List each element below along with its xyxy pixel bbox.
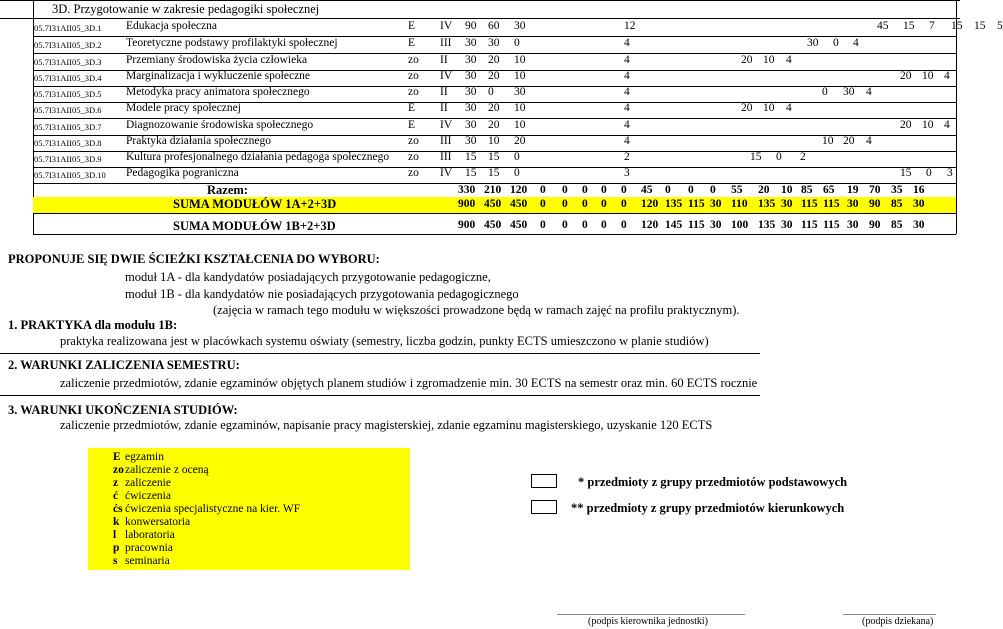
semester: II — [440, 54, 448, 66]
form-of-credit: zo — [408, 86, 419, 98]
sum-cell: 0 — [621, 198, 627, 210]
hours-cell: 30 — [465, 37, 477, 49]
semester-hours-cell: 0 — [833, 37, 839, 49]
semester-hours-cell: 4 — [944, 70, 950, 82]
sum-cell: 135 — [758, 219, 776, 231]
semester-hours-cell: 10 — [822, 135, 834, 147]
semester: IV — [440, 20, 453, 32]
semester-hours-cell: 10 — [763, 102, 775, 114]
legend-key: ćs — [113, 503, 123, 515]
hours-cell: 20 — [488, 119, 500, 131]
legend-key: zo — [113, 464, 124, 476]
hours-cell: 15 — [465, 167, 477, 179]
course-code: 05.7I31AII05_3D.1 — [34, 23, 102, 33]
dean-signature-label: (podpis dziekana) — [862, 616, 934, 627]
ects-cell: 2 — [624, 151, 630, 163]
sum-cell: 0 — [621, 184, 627, 196]
semester-hours-cell: 15 — [951, 20, 963, 32]
legend-value: egzamin — [125, 451, 164, 463]
hours-cell: 15 — [488, 167, 500, 179]
course-code: 05.7I31AII05_3D.7 — [34, 122, 102, 132]
sum-cell: 450 — [484, 219, 502, 231]
legend-key: E — [113, 451, 121, 463]
sum-cell: 450 — [484, 198, 502, 210]
sum-cell: 0 — [562, 219, 568, 231]
ects-cell: 12 — [624, 20, 636, 32]
section-title: 3D. Przygotowanie w zakresie pedagogiki społecznej — [52, 2, 320, 16]
hours-cell: 60 — [488, 20, 500, 32]
semester-hours-cell: 4 — [866, 86, 872, 98]
sum-cell: 30 — [710, 198, 722, 210]
hours-cell: 30 — [514, 86, 526, 98]
dean-signature-line — [843, 614, 936, 615]
legend-value: laboratoria — [125, 529, 175, 541]
sum-cell: 0 — [621, 219, 627, 231]
form-of-credit: zo — [408, 135, 419, 147]
semester-hours-cell: 4 — [944, 119, 950, 131]
semester: IV — [440, 167, 453, 179]
sum-cell: 330 — [458, 184, 476, 196]
semester-hours-cell: 20 — [900, 70, 912, 82]
sum-cell: 0 — [540, 198, 546, 210]
sum-cell: 0 — [601, 184, 607, 196]
sum-cell: 70 — [869, 184, 881, 196]
basic-group-text: * przedmioty z grupy przedmiotów podstawowych — [578, 475, 848, 489]
sum-cell: 450 — [510, 219, 528, 231]
hours-cell: 30 — [465, 54, 477, 66]
hours-cell: 10 — [514, 119, 526, 131]
top-border — [0, 0, 960, 1]
course-code: 05.7I31AII05_3D.6 — [34, 105, 102, 115]
sum-cell: 19 — [847, 184, 859, 196]
form-of-credit: E — [408, 102, 416, 114]
ects-cell: 4 — [624, 70, 630, 82]
course-name: Przemiany środowiska życia człowieka — [126, 54, 308, 66]
sum-cell: 90 — [869, 198, 881, 210]
course-name: Modele pracy społecznej — [126, 102, 241, 114]
hours-cell: 30 — [465, 135, 477, 147]
completion-text: zaliczenie przedmiotów, zdanie egzaminów, napisanie pracy magisterskiej, zdanie egzaminu magisterskiego, uzyskanie 120 ECTS — [60, 418, 713, 432]
sum-cell: 120 — [641, 198, 659, 210]
sum-cell: 115 — [688, 198, 705, 210]
hours-cell: 10 — [514, 102, 526, 114]
sum-cell: 900 — [458, 219, 476, 231]
semester-hours-cell: 45 — [877, 20, 889, 32]
sum-cell: 110 — [731, 198, 748, 210]
ects-cell: 4 — [624, 102, 630, 114]
head-signature-label: (podpis kierownika jednostki) — [588, 616, 708, 627]
hours-cell: 15 — [488, 151, 500, 163]
semester-hours-cell: 4 — [786, 54, 792, 66]
sum-cell: 16 — [913, 184, 925, 196]
semester-hours-cell: 20 — [741, 102, 753, 114]
hours-cell: 30 — [465, 102, 477, 114]
legend-key: z — [113, 477, 119, 489]
directional-group-checkbox — [531, 500, 557, 514]
sum-cell: 35 — [891, 184, 903, 196]
semester-hours-cell: 15 — [903, 20, 915, 32]
course-code: 05.7I31AII05_3D.4 — [34, 73, 102, 83]
legend-key: s — [113, 555, 118, 567]
sum-cell: 45 — [641, 184, 653, 196]
semester: IV — [440, 70, 453, 82]
sum-cell: 0 — [562, 184, 568, 196]
hours-cell: 30 — [465, 70, 477, 82]
ects-cell: 4 — [624, 135, 630, 147]
form-of-credit: E — [408, 119, 416, 131]
semester-hours-cell: 10 — [763, 54, 775, 66]
semester-hours-cell: 15 — [900, 167, 912, 179]
module-1a-text: moduł 1A - dla kandydatów posiadających przygotowanie pedagogiczne, — [125, 270, 491, 284]
sum-cell: 135 — [665, 198, 683, 210]
sum-cell: 0 — [562, 198, 568, 210]
semester: III — [440, 37, 452, 49]
module-1b-note: (zajęcia w ramach tego modułu w większości prowadzone będą w ramach zajęć na profilu praktycznym). — [213, 303, 740, 317]
legend-key: p — [113, 542, 120, 554]
sum-cell: 55 — [731, 184, 743, 196]
divider-1 — [0, 353, 760, 354]
hours-cell: 0 — [514, 151, 520, 163]
semester: II — [440, 86, 448, 98]
suma-1b-label: SUMA MODUŁÓW 1B+2+3D — [173, 219, 336, 233]
course-name: Diagnozowanie środowiska społecznego — [126, 119, 314, 131]
razem-label: Razem: — [207, 183, 248, 197]
sum-cell: 0 — [601, 219, 607, 231]
semester-hours-cell: 3 — [947, 167, 953, 179]
sum-cell: 85 — [801, 184, 813, 196]
hours-cell: 30 — [488, 37, 500, 49]
sum-cell: 0 — [665, 184, 671, 196]
sum-cell: 0 — [688, 184, 694, 196]
hours-cell: 10 — [514, 70, 526, 82]
semester: II — [440, 102, 448, 114]
practice-heading: 1. PRAKTYKA dla modułu 1B: — [8, 318, 178, 332]
sum-cell: 100 — [731, 219, 749, 231]
course-name: Pedagogika pograniczna — [126, 167, 239, 179]
paths-heading: PROPONUJE SIĘ DWIE ŚCIEŻKI KSZTAŁCENIA DO WYBORU: — [8, 252, 380, 266]
suma-1a-label: SUMA MODUŁÓW 1A+2+3D — [173, 197, 337, 211]
semester: III — [440, 151, 452, 163]
suma-1a-rule — [33, 213, 956, 214]
sum-cell: 115 — [688, 219, 705, 231]
hours-cell: 90 — [465, 20, 477, 32]
semester-hours-cell: 30 — [843, 86, 855, 98]
form-of-credit: zo — [408, 167, 419, 179]
legend-value: pracownia — [125, 542, 173, 554]
directional-group-text: ** przedmioty z grupy przedmiotów kierunkowych — [571, 501, 845, 515]
hours-cell: 20 — [488, 70, 500, 82]
hours-cell: 0 — [488, 86, 494, 98]
sum-cell: 0 — [540, 219, 546, 231]
sum-cell: 0 — [601, 198, 607, 210]
course-code: 05.7I31AII05_3D.5 — [34, 89, 102, 99]
semester-hours-cell: 20 — [741, 54, 753, 66]
sum-cell: 30 — [913, 219, 925, 231]
course-code: 05.7I31AII05_3D.10 — [34, 170, 106, 180]
semester-hours-cell: 15 — [974, 20, 986, 32]
course-name: Marginalizacja i wykluczenie społeczne — [126, 70, 311, 82]
sum-cell: 210 — [484, 184, 502, 196]
semester-hours-cell: 5 — [997, 20, 1003, 32]
sum-cell: 85 — [891, 198, 903, 210]
sum-cell: 0 — [582, 219, 588, 231]
hours-cell: 10 — [488, 135, 500, 147]
ects-cell: 4 — [624, 119, 630, 131]
semester: IV — [440, 119, 453, 131]
sum-cell: 115 — [801, 198, 818, 210]
semester: III — [440, 135, 452, 147]
legend-key: k — [113, 516, 120, 528]
course-code: 05.7I31AII05_3D.8 — [34, 138, 102, 148]
sum-cell: 30 — [710, 219, 722, 231]
sum-cell: 0 — [540, 184, 546, 196]
sum-cell: 115 — [823, 198, 840, 210]
sum-cell: 30 — [781, 219, 793, 231]
course-code: 05.7I31AII05_3D.3 — [34, 57, 102, 67]
sum-cell: 0 — [582, 184, 588, 196]
form-of-credit: zo — [408, 54, 419, 66]
hours-cell: 15 — [465, 151, 477, 163]
course-code: 05.7I31AII05_3D.2 — [34, 40, 102, 50]
sum-cell: 30 — [913, 198, 925, 210]
sum-cell: 145 — [665, 219, 683, 231]
hours-cell: 10 — [514, 54, 526, 66]
semester-hours-cell: 30 — [807, 37, 819, 49]
sum-cell: 90 — [869, 219, 881, 231]
semester-hours-cell: 2 — [800, 151, 806, 163]
semester-hours-cell: 7 — [929, 20, 935, 32]
course-name: Metodyka pracy animatora społecznego — [126, 86, 310, 98]
semester-hours-cell: 0 — [776, 151, 782, 163]
sum-cell: 65 — [823, 184, 835, 196]
suma-1b-rule — [33, 234, 956, 235]
legend-value: zaliczenie z oceną — [125, 464, 209, 476]
module-1b-text: moduł 1B - dla kandydatów nie posiadających przygotowania pedagogicznego — [125, 287, 519, 301]
sum-cell: 900 — [458, 198, 476, 210]
course-name: Edukacja społeczna — [126, 20, 217, 32]
ects-cell: 3 — [624, 167, 630, 179]
sum-cell: 30 — [781, 198, 793, 210]
title-rule — [0, 18, 960, 19]
hours-cell: 0 — [514, 37, 520, 49]
hours-cell: 20 — [514, 135, 526, 147]
semester-conditions-text: zaliczenie przedmiotów, zdanie egzaminów objętych planem studiów i zgromadzenie min. 30 ECTS na semestr oraz min. 60 ECTS rocznie — [60, 376, 758, 390]
semester-hours-cell: 20 — [900, 119, 912, 131]
head-signature-line — [557, 614, 745, 615]
right-rule — [956, 0, 957, 234]
form-of-credit: zo — [408, 151, 419, 163]
sum-cell: 450 — [510, 198, 528, 210]
sum-cell: 135 — [758, 198, 776, 210]
ects-cell: 4 — [624, 37, 630, 49]
ects-cell: 4 — [624, 86, 630, 98]
sum-cell: 120 — [641, 219, 659, 231]
form-of-credit: zo — [408, 70, 419, 82]
hours-cell: 30 — [465, 86, 477, 98]
legend-value: ćwiczenia — [125, 490, 171, 502]
semester-hours-cell: 10 — [922, 70, 934, 82]
semester-hours-cell: 0 — [822, 86, 828, 98]
sum-cell: 30 — [847, 219, 859, 231]
hours-cell: 20 — [488, 54, 500, 66]
sum-cell: 115 — [801, 219, 818, 231]
course-code: 05.7I31AII05_3D.9 — [34, 154, 102, 164]
ects-cell: 4 — [624, 54, 630, 66]
sum-cell: 10 — [781, 184, 793, 196]
sum-cell: 20 — [758, 184, 770, 196]
hours-cell: 20 — [488, 102, 500, 114]
course-name: Kultura profesjonalnego działania pedagoga społecznego — [126, 151, 390, 163]
semester-hours-cell: 4 — [853, 37, 859, 49]
sum-cell: 30 — [847, 198, 859, 210]
legend-value: konwersatoria — [125, 516, 191, 528]
completion-heading: 3. WARUNKI UKOŃCZENIA STUDIÓW: — [8, 403, 238, 417]
semester-hours-cell: 4 — [866, 135, 872, 147]
legend-value: zaliczenie — [125, 477, 171, 489]
course-name: Praktyka działania społecznego — [126, 135, 271, 147]
sum-cell: 120 — [510, 184, 528, 196]
semester-conditions-heading: 2. WARUNKI ZALICZENIA SEMESTRU: — [8, 358, 240, 372]
semester-hours-cell: 20 — [843, 135, 855, 147]
sum-cell: 0 — [710, 184, 716, 196]
semester-hours-cell: 15 — [750, 151, 762, 163]
sum-cell: 0 — [582, 198, 588, 210]
legend-key: ć — [113, 490, 119, 502]
legend-value: seminaria — [125, 555, 170, 567]
hours-cell: 30 — [514, 20, 526, 32]
hours-cell: 0 — [514, 167, 520, 179]
semester-hours-cell: 10 — [922, 119, 934, 131]
practice-text: praktyka realizowana jest w placówkach systemu oświaty (semestry, liczba godzin, punkty ECTS umieszczono w planie studiów) — [60, 334, 709, 348]
semester-hours-cell: 4 — [786, 102, 792, 114]
semester-hours-cell: 0 — [926, 167, 932, 179]
legend-value: ćwiczenia specjalistyczne na kier. WF — [125, 503, 301, 515]
basic-group-checkbox — [531, 474, 557, 488]
divider-2 — [0, 395, 760, 396]
hours-cell: 30 — [465, 119, 477, 131]
sum-cell: 115 — [823, 219, 840, 231]
legend-key: l — [113, 529, 117, 541]
sum-cell: 85 — [891, 219, 903, 231]
course-name: Teoretyczne podstawy profilaktyki społecznej — [126, 37, 338, 49]
form-of-credit: E — [408, 20, 416, 32]
form-of-credit: E — [408, 37, 416, 49]
